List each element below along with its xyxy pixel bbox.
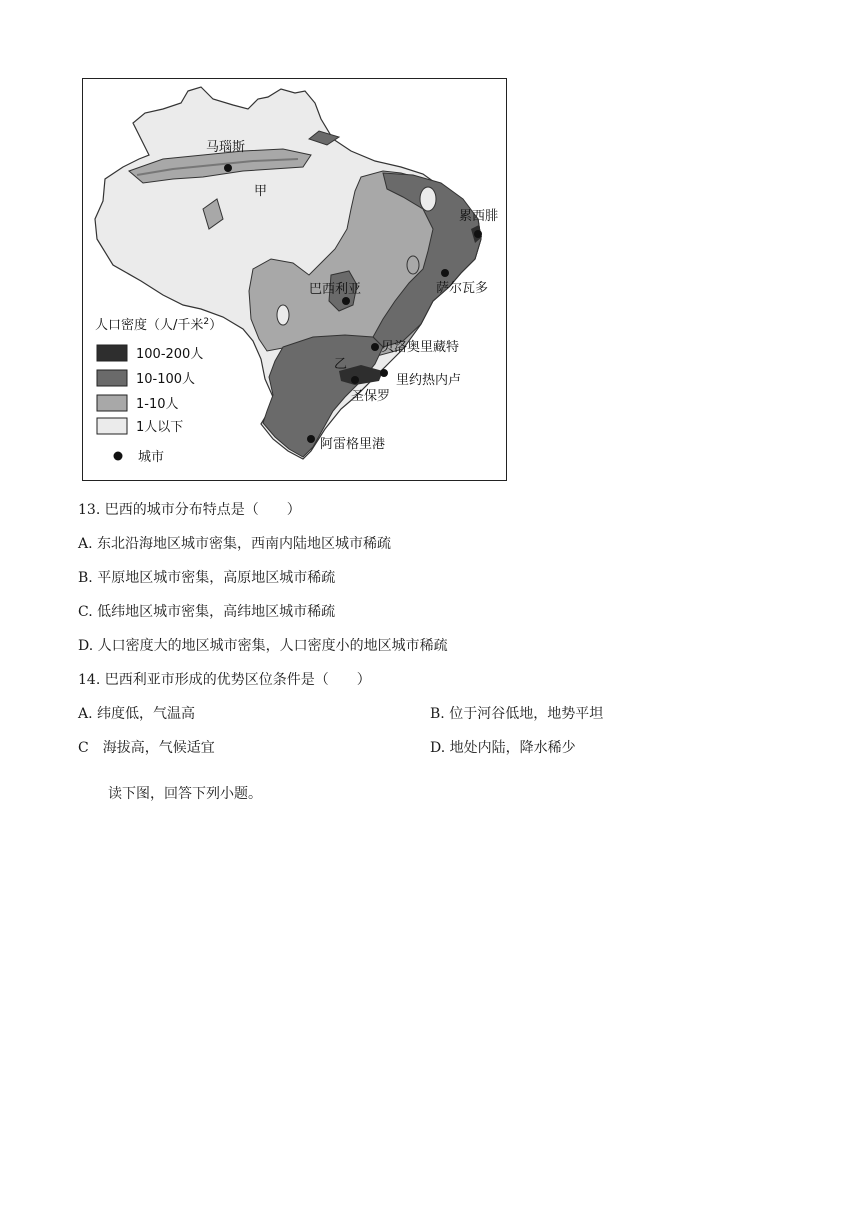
city-dot-icon	[474, 230, 482, 238]
question-13-stem: 13. 巴西的城市分布特点是（ ）	[78, 502, 301, 518]
city-dot-icon	[371, 343, 379, 351]
city-label-belo-horizonte: 贝洛奥里藏特	[381, 340, 460, 355]
city-dot-icon	[114, 452, 123, 461]
brazil-population-map	[82, 78, 507, 481]
city-label-recife: 累西腓	[459, 209, 499, 224]
question-13-option-c[interactable]: C. 低纬地区城市密集，高纬地区城市稀疏	[78, 604, 336, 620]
marker-yi: 乙	[334, 357, 348, 372]
legend-item-3	[97, 395, 179, 412]
city-dot-icon	[342, 297, 350, 305]
legend-swatch	[97, 370, 127, 386]
legend-label: 1-10人	[136, 397, 179, 412]
legend-swatch	[97, 418, 127, 434]
city-dot-icon	[307, 435, 315, 443]
city-label-sao-paulo: 圣保罗	[351, 389, 391, 404]
legend-item-4	[97, 418, 183, 435]
city-dot-icon	[380, 369, 388, 377]
question-14-option-d[interactable]: D. 地处内陆，降水稀少	[430, 740, 576, 756]
question-14-option-c[interactable]: C 海拔高，气候适宜	[78, 740, 215, 756]
city-label-porto-alegre: 阿雷格里港	[320, 437, 386, 452]
marker-jia: 甲	[254, 184, 268, 199]
legend-swatch	[97, 345, 127, 361]
city-label-manaus: 马瑙斯	[206, 140, 246, 155]
city-dot-icon	[351, 376, 359, 384]
question-14-option-a[interactable]: A. 纬度低，气温高	[78, 706, 196, 722]
legend-label: 1人以下	[136, 420, 184, 435]
legend-label: 10-100人	[136, 372, 196, 387]
legend-item-1	[97, 345, 203, 362]
instruction-text: 读下图，回答下列小题。	[108, 786, 262, 802]
city-label-brasilia: 巴西利亚	[309, 282, 362, 297]
question-13-option-a[interactable]: A. 东北沿海地区城市密集，西南内陆地区城市稀疏	[78, 536, 392, 552]
question-13-option-b[interactable]: B. 平原地区城市密集，高原地区城市稀疏	[78, 570, 336, 586]
legend-item-2	[97, 370, 195, 387]
legend-swatch	[97, 395, 127, 411]
question-14-option-b[interactable]: B. 位于河谷低地，地势平坦	[430, 706, 604, 722]
legend-title: 人口密度（人/千米$^2$）	[95, 317, 223, 333]
legend-label: 100-200人	[136, 347, 204, 362]
legend-item-city	[114, 450, 165, 465]
question-14-stem: 14. 巴西利亚市形成的优势区位条件是（ ）	[78, 672, 371, 688]
city-label-salvador: 萨尔瓦多	[436, 281, 489, 296]
map-svg	[83, 79, 506, 480]
city-dot-icon	[224, 164, 232, 172]
city-label-rio: 里约热内卢	[396, 373, 462, 388]
legend-label: 城市	[138, 450, 165, 465]
question-13-option-d[interactable]: D. 人口密度大的地区城市密集，人口密度小的地区城市稀疏	[78, 638, 448, 654]
city-dot-icon	[441, 269, 449, 277]
